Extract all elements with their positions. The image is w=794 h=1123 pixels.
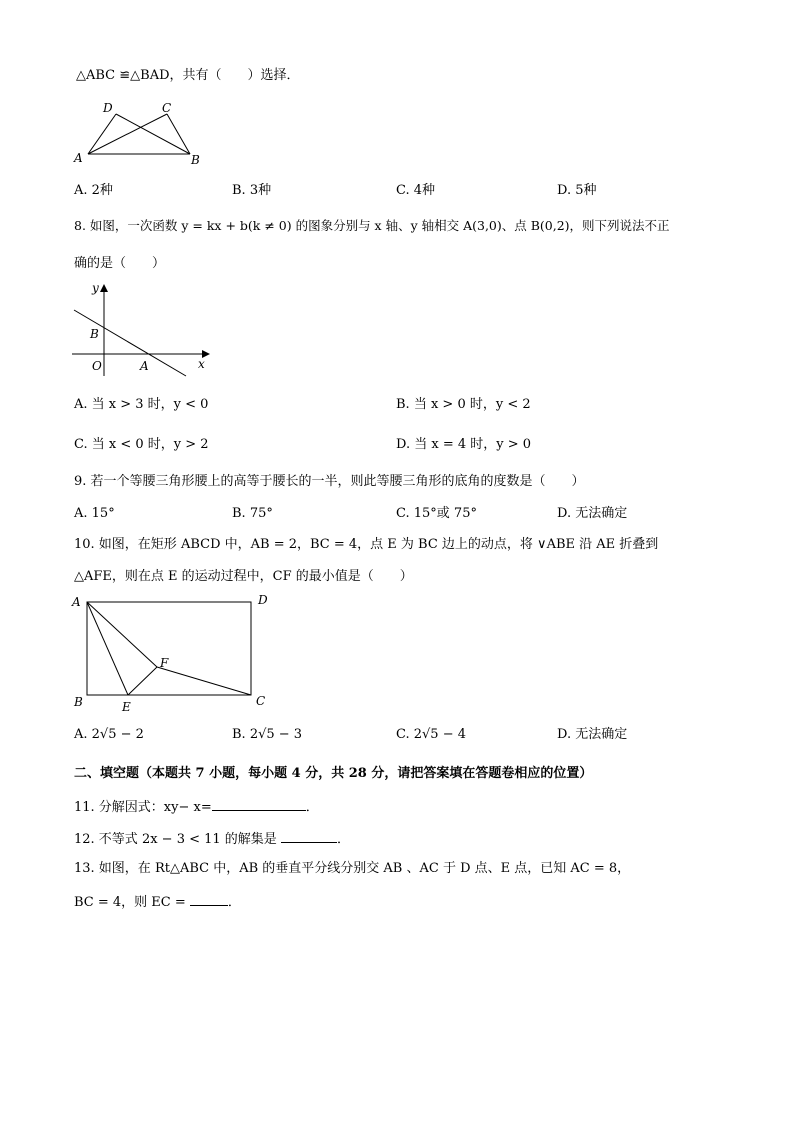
q8-option-a: A. 当 x > 3 时，y < 0 xyxy=(74,397,209,412)
q7-label-C: C xyxy=(162,101,172,115)
q7-label-A: A xyxy=(74,151,83,165)
q10-option-d: D. 无法确定 xyxy=(557,727,628,742)
q10-label-F: F xyxy=(160,656,169,670)
q7-label-D: D xyxy=(103,101,113,115)
q12-answer-blank[interactable] xyxy=(281,830,337,843)
q8-label-A: A xyxy=(140,359,149,373)
q11-line xyxy=(74,798,319,816)
q10-label-C: C xyxy=(256,694,266,708)
q10-option-a: A. 2√5 − 2 xyxy=(74,727,144,742)
q10-label-E: E xyxy=(122,700,131,714)
q10-label-D: D xyxy=(258,593,268,607)
q8-label-O: O xyxy=(92,359,102,373)
q8-option-b: B. 当 x > 0 时，y < 2 xyxy=(396,397,531,412)
q12-line xyxy=(74,830,350,848)
q8-label-x: x xyxy=(198,357,205,371)
q7-stem-tail: △ABC ≌△BAD，共有（ ）选择． xyxy=(76,68,300,83)
q10-label-B: B xyxy=(74,695,83,709)
q10-option-c: C. 2√5 − 4 xyxy=(396,727,467,742)
q11-end: ． xyxy=(305,800,319,815)
q9-option-d: D. 无法确定 xyxy=(557,506,628,521)
q8-line1: 8. 如图，一次函数 y = kx + b(k ≠ 0) 的图象分别与 x 轴、y 轴相交 A(3,0)、点 B(0,2)，则下列说法不正 xyxy=(74,218,670,233)
q8-option-c: C. 当 x < 0 时，y > 2 xyxy=(74,437,209,452)
q8-figure xyxy=(70,280,220,380)
q8-option-d: D. 当 x = 4 时，y > 0 xyxy=(396,437,532,452)
q9-option-b: B. 75° xyxy=(232,506,273,521)
section2-heading: 二、填空题（本题共 7 小题，每小题 4 分，共 28 分，请把答案填在答题卷相应的位置） xyxy=(74,766,593,781)
q8-label-B: B xyxy=(90,327,99,341)
q10-line1: 10. 如图，在矩形 ABCD 中，AB = 2，BC = 4，点 E 为 BC 边上的动点，将 ∨ABE 沿 AE 折叠到 xyxy=(74,537,659,552)
q10-option-b: B. 2√5 − 3 xyxy=(232,727,303,742)
q8-line2: 确的是（ ） xyxy=(74,256,166,271)
q12-text: 12. 不等式 2x − 3 < 11 的解集是 xyxy=(74,832,281,847)
q13-answer-blank[interactable] xyxy=(190,893,228,906)
q10-line2: △AFE，则在点 E 的运动过程中，CF 的最小值是（ ） xyxy=(74,569,413,584)
q11-text: 11. 分解因式：xy− x= xyxy=(74,800,212,815)
q7-option-c: C. 4种 xyxy=(396,183,436,198)
q13-line2 xyxy=(74,893,241,911)
q10-figure xyxy=(70,590,280,716)
q12-end: ． xyxy=(336,832,350,847)
q13-end: ． xyxy=(227,895,241,910)
q10-label-A: A xyxy=(72,595,81,609)
q7-option-b: B. 3种 xyxy=(232,183,272,198)
q9-option-c: C. 15°或 75° xyxy=(396,506,477,521)
q9-line1: 9. 若一个等腰三角形腰上的高等于腰长的一半，则此等腰三角形的底角的度数是（ ） xyxy=(74,474,585,489)
q7-option-a: A. 2种 xyxy=(74,183,113,198)
q7-label-B: B xyxy=(191,153,200,167)
q13-line2-text: BC = 4，则 EC = xyxy=(74,895,190,910)
q9-option-a: A. 15° xyxy=(74,506,115,521)
q13-line1: 13. 如图，在 Rt△ABC 中，AB 的垂直平分线分别交 AB 、AC 于 D 点、E 点，已知 AC = 8， xyxy=(74,861,631,876)
q7-option-d: D. 5种 xyxy=(557,183,597,198)
q8-label-y: y xyxy=(92,281,99,295)
q11-answer-blank[interactable] xyxy=(212,798,306,811)
q7-figure xyxy=(70,98,210,168)
